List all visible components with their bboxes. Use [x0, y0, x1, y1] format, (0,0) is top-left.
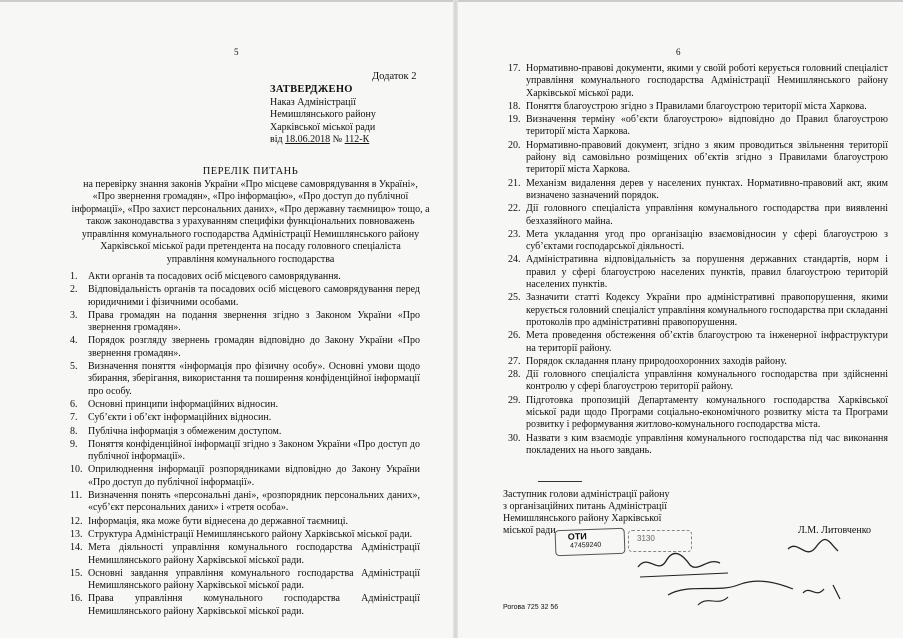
number-prefix: № — [332, 134, 343, 145]
heading-title: ПЕРЕЛІК ПИТАНЬ — [202, 166, 299, 177]
item-number: 23. — [508, 228, 521, 240]
list-item — [508, 369, 888, 394]
item-text: Порядок розгляду звернень громадян відповідно до Закону України «Про звернення громадян». — [88, 335, 420, 359]
item-number: 15. — [70, 567, 83, 579]
item-number: 4. — [70, 335, 78, 347]
heading-line: на перевірку знання законів України «Про місцеве самоврядування в Україні», — [83, 178, 418, 190]
item-text: Права управління комунального господарства Адміністрації Немишлянського району Харківської міської ради. — [88, 593, 420, 617]
list-item — [508, 229, 888, 254]
list-item — [70, 516, 420, 528]
item-number: 26. — [508, 330, 521, 342]
list-item — [70, 335, 420, 360]
list-item — [70, 490, 420, 515]
item-number: 16. — [70, 593, 83, 605]
list-item — [508, 330, 888, 355]
item-text: Поняття конфіденційної інформації згідно з Законом України «Про доступ до публічної інформації». — [88, 438, 420, 463]
footer-contact: Рогова 725 32 56 — [503, 604, 559, 611]
heading-line: «Про звернення громадян», «Про інформацію», «Про доступ до публічної — [92, 191, 409, 202]
item-text: Адміністративна відповідальність за порушення державних стандартів, норм і правил у сфері благоустрою населених пунктів, правил благоустрою територій населених пунктів. — [526, 254, 888, 291]
stamp-label: ОТИ — [567, 531, 587, 542]
list-item — [508, 114, 888, 139]
item-text: Механізм видалення дерев у населених пунктах. Нормативно-правовий акт, яким визначено зазначений порядок. — [526, 177, 888, 201]
item-text: Мета проведення обстеження об’єктів благоустрою та інженерної інфраструктури на території району. — [526, 330, 888, 354]
page-number: 6 — [676, 47, 681, 57]
item-number: 11. — [70, 490, 83, 502]
signature-stroke — [788, 539, 838, 551]
signature-stroke — [640, 573, 728, 577]
item-number: 22. — [508, 203, 521, 215]
approval-block — [270, 84, 376, 147]
list-item — [508, 101, 888, 113]
item-number: 7. — [70, 412, 78, 424]
date-prefix: від — [270, 134, 283, 145]
handwritten-signatures — [628, 535, 858, 615]
item-number: 28. — [508, 369, 521, 381]
item-text: Суб’єкти і об’єкт інформаційних відносин. — [88, 412, 272, 424]
item-number: 24. — [508, 254, 521, 266]
item-text: Структура Адміністрації Немишлянського району Харківської міської ради. — [88, 528, 413, 540]
signature-stroke — [803, 585, 840, 599]
approval-date-line — [270, 134, 376, 147]
heading-line: також законодавства з урахуванням специфіки функціональних повноважень — [86, 216, 415, 227]
item-number: 6. — [70, 398, 78, 410]
item-text: Визначення понять «персональні дані», «розпорядник персональних даних», «суб’єкт персональних даних» і «третя особа». — [88, 490, 420, 514]
item-text: Права громадян на подання звернення згідно з Законом України «Про звернення громадян». — [88, 309, 420, 334]
signature-line: Заступник голови адміністрації району — [503, 489, 670, 500]
list-item — [508, 140, 888, 177]
item-text: Відповідальність органів та посадових осіб місцевого самоврядування перед юридичними і фізичними особами. — [88, 284, 420, 308]
item-text: Поняття благоустрою згідно з Правилами благоустрою території міста Харкова. — [526, 100, 867, 112]
item-text: Мета діяльності управління комунального господарства Адміністрації Немишлянського району Харківської міської ради. — [88, 542, 420, 566]
approval-line: Харківської міської ради — [270, 121, 376, 133]
item-number: 5. — [70, 361, 78, 373]
heading-line: Харківської міської ради претендента на посаду головного спеціаліста — [100, 241, 401, 252]
item-text: Публічна інформація з обмеженим доступом. — [88, 425, 282, 437]
right-page — [458, 0, 903, 638]
list-item — [508, 63, 888, 100]
list-item — [70, 310, 420, 335]
item-number: 29. — [508, 394, 521, 406]
item-number: 10. — [70, 464, 83, 476]
approved-label: ЗАТВЕРДЖЕНО — [270, 84, 353, 95]
approval-date: 18.06.2018 — [285, 134, 331, 145]
list-item — [70, 399, 420, 411]
item-number: 27. — [508, 355, 521, 367]
item-number: 20. — [508, 139, 521, 151]
heading-line: управління комунального господарства Адміністрації Немишлянського району — [81, 228, 420, 240]
approval-number: 112-К — [344, 134, 370, 145]
item-text: Зазначити статті Кодексу України про адміністративні правопорушення, якими керується головний спеціаліст управління комунального господарства при складанні протоколів про адміністративні правопорушення. — [526, 292, 888, 328]
list-item — [70, 361, 420, 398]
item-number: 17. — [508, 63, 521, 74]
list-item — [508, 395, 888, 432]
list-item — [508, 356, 888, 368]
heading-line: управління комунального господарства — [166, 253, 335, 265]
item-text: Мета укладання угод про організацію взаємовідносин у сфері благоустрою з суб’єктами господарської діяльності. — [526, 228, 888, 253]
signature-stroke — [698, 597, 728, 605]
heading-line: інформації», «Про захист персональних даних», «Про державну таємницю» тощо, а — [71, 203, 430, 215]
list-item — [70, 593, 420, 618]
item-number: 9. — [70, 438, 78, 450]
list-item — [508, 178, 888, 203]
item-text: Акти органів та посадових осіб місцевого самоврядування. — [88, 271, 341, 282]
approval-line: Наказ Адміністрації — [270, 96, 357, 108]
signature-stroke — [668, 581, 793, 595]
list-item — [70, 439, 420, 464]
item-text: Нормативно-правові документи, якими у своїй роботі керується головний спеціаліст управління комунального господарства Адміністрації Немишлянського району Харківської міської ради. — [526, 63, 888, 99]
item-text: Визначення терміну «об’єкти благоустрою» відповідно до Правил благоустрою території міста Харкова. — [526, 114, 888, 138]
item-number: 13. — [70, 528, 83, 540]
item-text: Оприлюднення інформації розпорядниками відповідно до Закону України «Про доступ до публічної інформації». — [88, 464, 420, 488]
list-item — [70, 412, 420, 424]
item-text: Інформація, яка може бути віднесена до державної таємниці. — [88, 515, 349, 527]
item-number: 1. — [70, 271, 78, 282]
signature-line: з організаційних питань Адміністрації — [503, 501, 668, 512]
separator-dash — [538, 481, 582, 482]
item-text: Дії головного спеціаліста управління комунального господарства при здійсненні контролю у сфері благоустрою території району. — [526, 369, 888, 393]
item-number: 30. — [508, 432, 521, 444]
item-number: 14. — [70, 542, 83, 554]
item-text: Підготовка пропозицій Департаменту комунального господарства Харківської міської ради щодо Програми соціально-економічного розвитку міста та Програми розвитку і реформування житлово-комунального господарства міста. — [526, 394, 888, 431]
item-number: 8. — [70, 425, 78, 437]
signature-line: міської ради — [503, 525, 556, 536]
item-text: Назвати з ким взаємодіє управління комунального господарства під час виконання покладених на нього завдань. — [526, 432, 888, 456]
office-stamp — [555, 528, 626, 556]
item-text: Дії головного спеціаліста управління комунального господарства при виявленні безхазяйного майна. — [526, 203, 888, 227]
item-number: 3. — [70, 309, 78, 321]
item-number: 18. — [508, 100, 521, 112]
date-stamp-text: 3130 — [637, 534, 655, 543]
list-item — [508, 203, 888, 228]
item-text: Нормативно-правовий документ, згідно з яким проводиться звільнення території району від самовільно розміщених об’єктів згідно з Правилами благоустрою території міста Харкова. — [526, 139, 888, 176]
list-item — [70, 271, 420, 283]
list-heading — [58, 166, 443, 266]
item-text: Основні завдання управління комунального господарства Адміністрації Немишлянського району Харківської міської ради. — [88, 567, 420, 592]
item-text: Порядок складання плану природоохоронних заходів району. — [526, 355, 787, 367]
signatory-name: Л.М. Литовченко — [798, 525, 872, 536]
list-item — [508, 254, 888, 291]
item-text: Основні принципи інформаційних відносин. — [88, 398, 278, 410]
question-list-left — [70, 271, 420, 618]
item-number: 21. — [508, 177, 521, 189]
page-number: 5 — [234, 47, 239, 57]
appendix-label: Додаток 2 — [372, 71, 417, 82]
item-number: 2. — [70, 284, 78, 296]
approval-line: Немишлянського району — [270, 109, 376, 120]
list-item — [70, 426, 420, 438]
item-text: Визначення поняття «інформація про фізичну особу». Основні умови щодо збирання, зберігання, використання та поширення конфіденційної інформації про особу. — [88, 361, 420, 397]
signature-stroke — [638, 553, 720, 567]
item-number: 19. — [508, 114, 521, 126]
item-number: 25. — [508, 292, 521, 304]
question-list-right — [508, 63, 888, 457]
list-item — [508, 433, 888, 458]
list-item — [70, 542, 420, 567]
item-number: 12. — [70, 515, 83, 527]
list-item — [508, 292, 888, 329]
stamp-code: 47459240 — [570, 541, 602, 550]
signature-line: Немишлянського району Харківської — [503, 513, 662, 524]
list-item — [70, 568, 420, 593]
list-item — [70, 529, 420, 541]
list-item — [70, 464, 420, 489]
list-item — [70, 284, 420, 309]
